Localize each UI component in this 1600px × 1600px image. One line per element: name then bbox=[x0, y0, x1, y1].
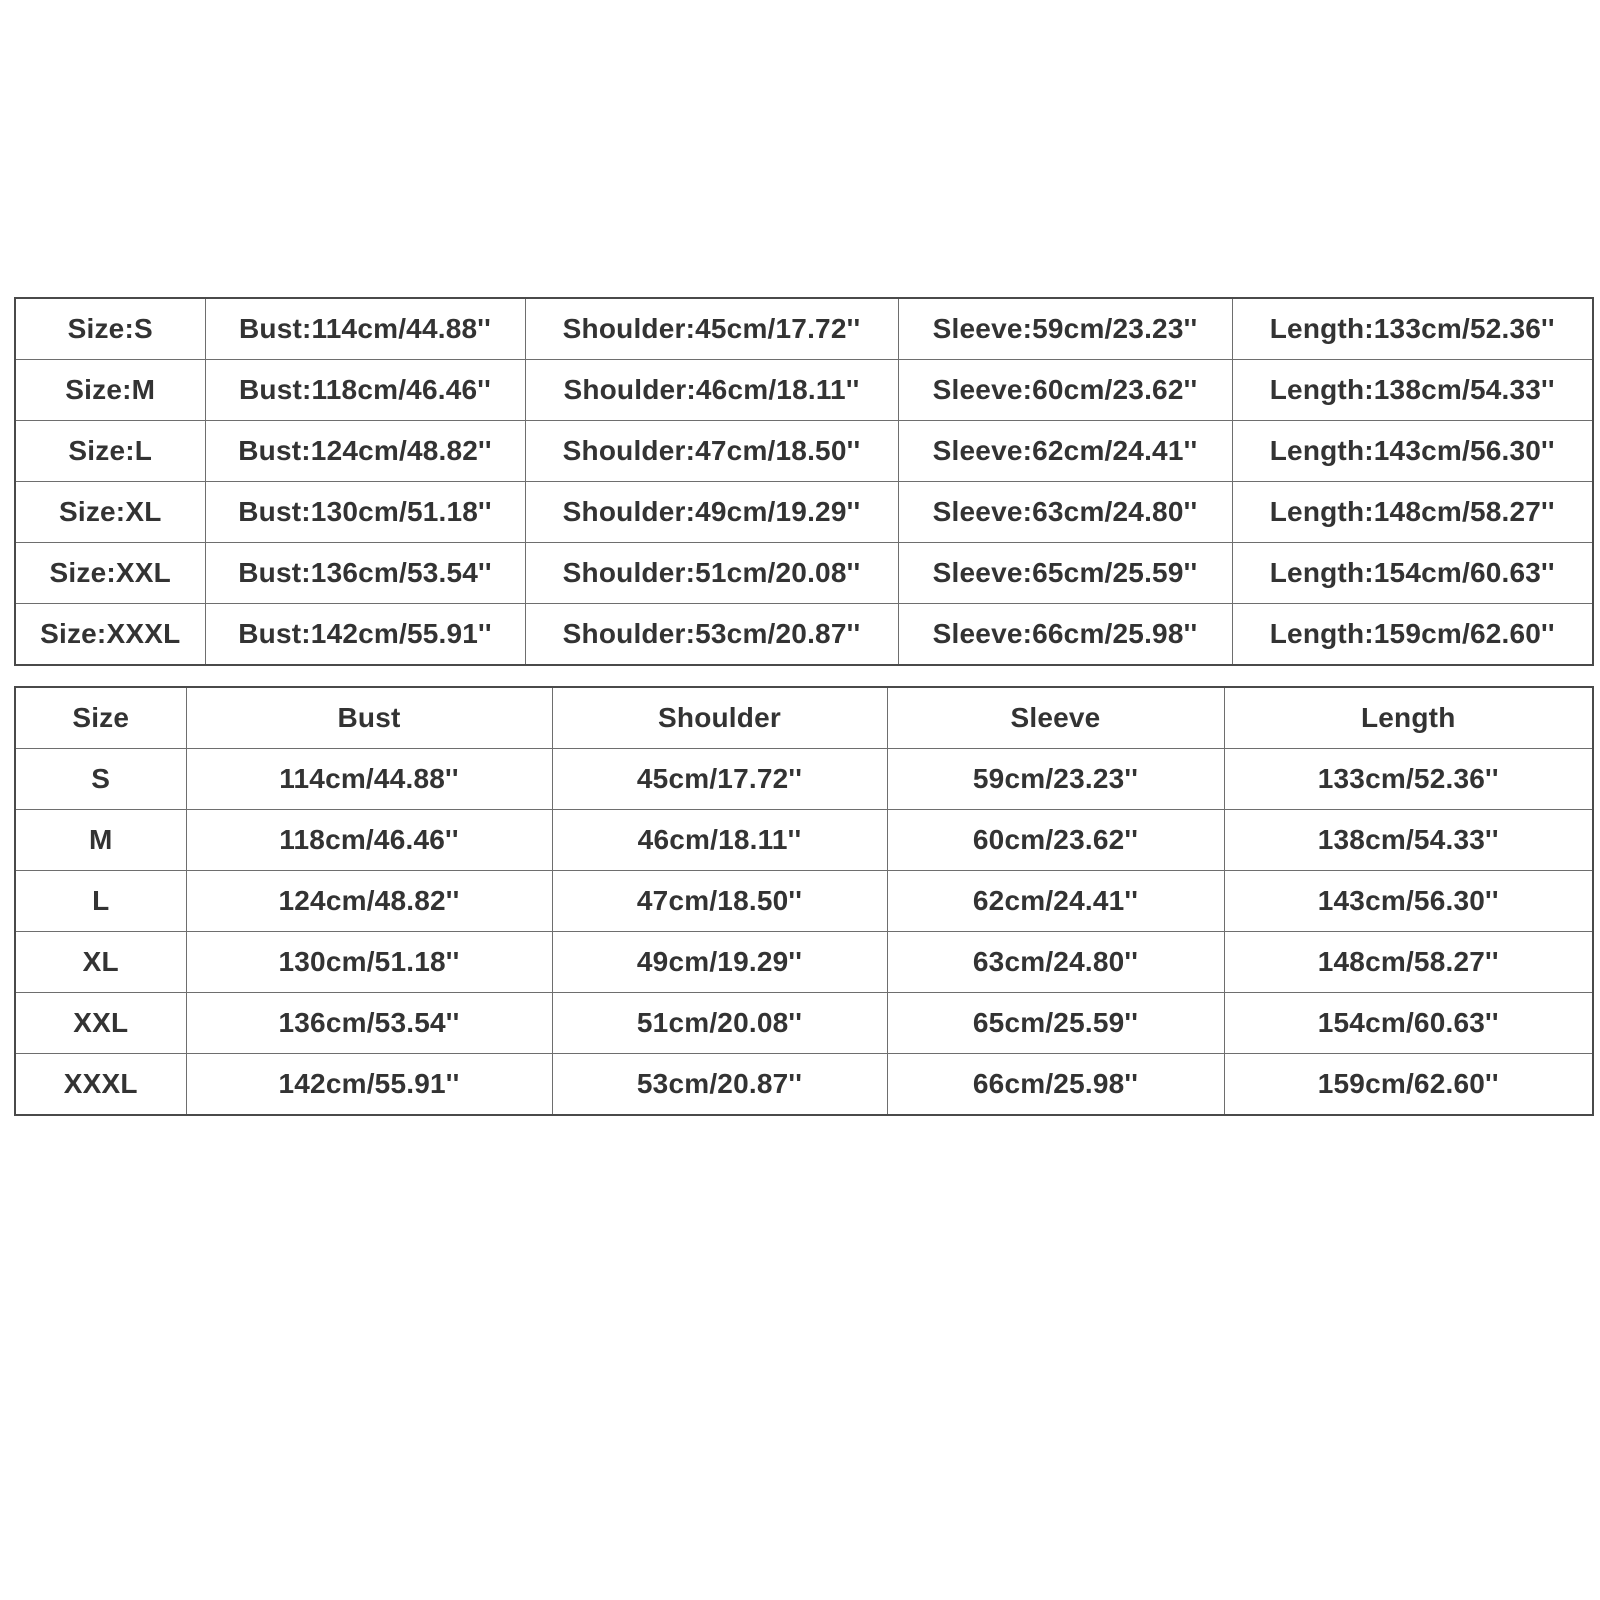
bust-cell: Bust:114cm/44.88'' bbox=[205, 298, 525, 360]
table-row bbox=[15, 749, 1593, 810]
shoulder-cell: Shoulder:46cm/18.11'' bbox=[525, 360, 898, 421]
sleeve-cell: Sleeve:65cm/25.59'' bbox=[898, 543, 1232, 604]
shoulder-cell: 53cm/20.87'' bbox=[552, 1054, 887, 1116]
bust-cell: Bust:136cm/53.54'' bbox=[205, 543, 525, 604]
length-cell: 138cm/54.33'' bbox=[1224, 810, 1593, 871]
shoulder-cell: 45cm/17.72'' bbox=[552, 749, 887, 810]
bust-cell: Bust:130cm/51.18'' bbox=[205, 482, 525, 543]
size-header: Size bbox=[15, 687, 186, 749]
bust-cell: 136cm/53.54'' bbox=[186, 993, 552, 1054]
bust-cell: 114cm/44.88'' bbox=[186, 749, 552, 810]
shoulder-cell: 49cm/19.29'' bbox=[552, 932, 887, 993]
bust-cell: Bust:118cm/46.46'' bbox=[205, 360, 525, 421]
size-chart-combined-table bbox=[14, 297, 1594, 666]
size-cell: Size:XXXL bbox=[15, 604, 205, 666]
shoulder-cell: Shoulder:53cm/20.87'' bbox=[525, 604, 898, 666]
length-header: Length bbox=[1224, 687, 1593, 749]
size-cell: Size:M bbox=[15, 360, 205, 421]
sleeve-cell: Sleeve:63cm/24.80'' bbox=[898, 482, 1232, 543]
sleeve-cell: 62cm/24.41'' bbox=[887, 871, 1224, 932]
shoulder-header: Shoulder bbox=[552, 687, 887, 749]
table-row bbox=[15, 543, 1593, 604]
shoulder-cell: Shoulder:49cm/19.29'' bbox=[525, 482, 898, 543]
table-row bbox=[15, 482, 1593, 543]
size-chart-columnar-table bbox=[14, 686, 1594, 1116]
shoulder-cell: 46cm/18.11'' bbox=[552, 810, 887, 871]
table-row bbox=[15, 871, 1593, 932]
bust-header: Bust bbox=[186, 687, 552, 749]
bust-cell: Bust:142cm/55.91'' bbox=[205, 604, 525, 666]
length-cell: 159cm/62.60'' bbox=[1224, 1054, 1593, 1116]
sleeve-cell: Sleeve:60cm/23.62'' bbox=[898, 360, 1232, 421]
bust-cell: 130cm/51.18'' bbox=[186, 932, 552, 993]
sleeve-cell: 63cm/24.80'' bbox=[887, 932, 1224, 993]
length-cell: Length:154cm/60.63'' bbox=[1232, 543, 1593, 604]
sleeve-header: Sleeve bbox=[887, 687, 1224, 749]
length-cell: Length:133cm/52.36'' bbox=[1232, 298, 1593, 360]
length-cell: Length:148cm/58.27'' bbox=[1232, 482, 1593, 543]
sleeve-cell: 65cm/25.59'' bbox=[887, 993, 1224, 1054]
length-cell: 148cm/58.27'' bbox=[1224, 932, 1593, 993]
table-header-row bbox=[15, 687, 1593, 749]
size-cell: M bbox=[15, 810, 186, 871]
bust-cell: 118cm/46.46'' bbox=[186, 810, 552, 871]
length-cell: Length:159cm/62.60'' bbox=[1232, 604, 1593, 666]
sleeve-cell: 59cm/23.23'' bbox=[887, 749, 1224, 810]
shoulder-cell: 47cm/18.50'' bbox=[552, 871, 887, 932]
table-row bbox=[15, 810, 1593, 871]
length-cell: Length:138cm/54.33'' bbox=[1232, 360, 1593, 421]
table-row bbox=[15, 421, 1593, 482]
size-cell: S bbox=[15, 749, 186, 810]
size-cell: L bbox=[15, 871, 186, 932]
size-cell: XXL bbox=[15, 993, 186, 1054]
length-cell: 154cm/60.63'' bbox=[1224, 993, 1593, 1054]
size-cell: Size:XXL bbox=[15, 543, 205, 604]
sleeve-cell: 60cm/23.62'' bbox=[887, 810, 1224, 871]
shoulder-cell: 51cm/20.08'' bbox=[552, 993, 887, 1054]
size-cell: Size:XL bbox=[15, 482, 205, 543]
length-cell: 133cm/52.36'' bbox=[1224, 749, 1593, 810]
sleeve-cell: Sleeve:62cm/24.41'' bbox=[898, 421, 1232, 482]
size-cell: XL bbox=[15, 932, 186, 993]
size-cell: XXXL bbox=[15, 1054, 186, 1116]
table-row bbox=[15, 298, 1593, 360]
sleeve-cell: 66cm/25.98'' bbox=[887, 1054, 1224, 1116]
size-cell: Size:S bbox=[15, 298, 205, 360]
table-row bbox=[15, 604, 1593, 666]
bust-cell: 124cm/48.82'' bbox=[186, 871, 552, 932]
bust-cell: Bust:124cm/48.82'' bbox=[205, 421, 525, 482]
length-cell: Length:143cm/56.30'' bbox=[1232, 421, 1593, 482]
sleeve-cell: Sleeve:59cm/23.23'' bbox=[898, 298, 1232, 360]
shoulder-cell: Shoulder:45cm/17.72'' bbox=[525, 298, 898, 360]
sleeve-cell: Sleeve:66cm/25.98'' bbox=[898, 604, 1232, 666]
table-row bbox=[15, 993, 1593, 1054]
shoulder-cell: Shoulder:47cm/18.50'' bbox=[525, 421, 898, 482]
table-row bbox=[15, 360, 1593, 421]
length-cell: 143cm/56.30'' bbox=[1224, 871, 1593, 932]
bust-cell: 142cm/55.91'' bbox=[186, 1054, 552, 1116]
shoulder-cell: Shoulder:51cm/20.08'' bbox=[525, 543, 898, 604]
table-row bbox=[15, 932, 1593, 993]
table-row bbox=[15, 1054, 1593, 1116]
size-cell: Size:L bbox=[15, 421, 205, 482]
